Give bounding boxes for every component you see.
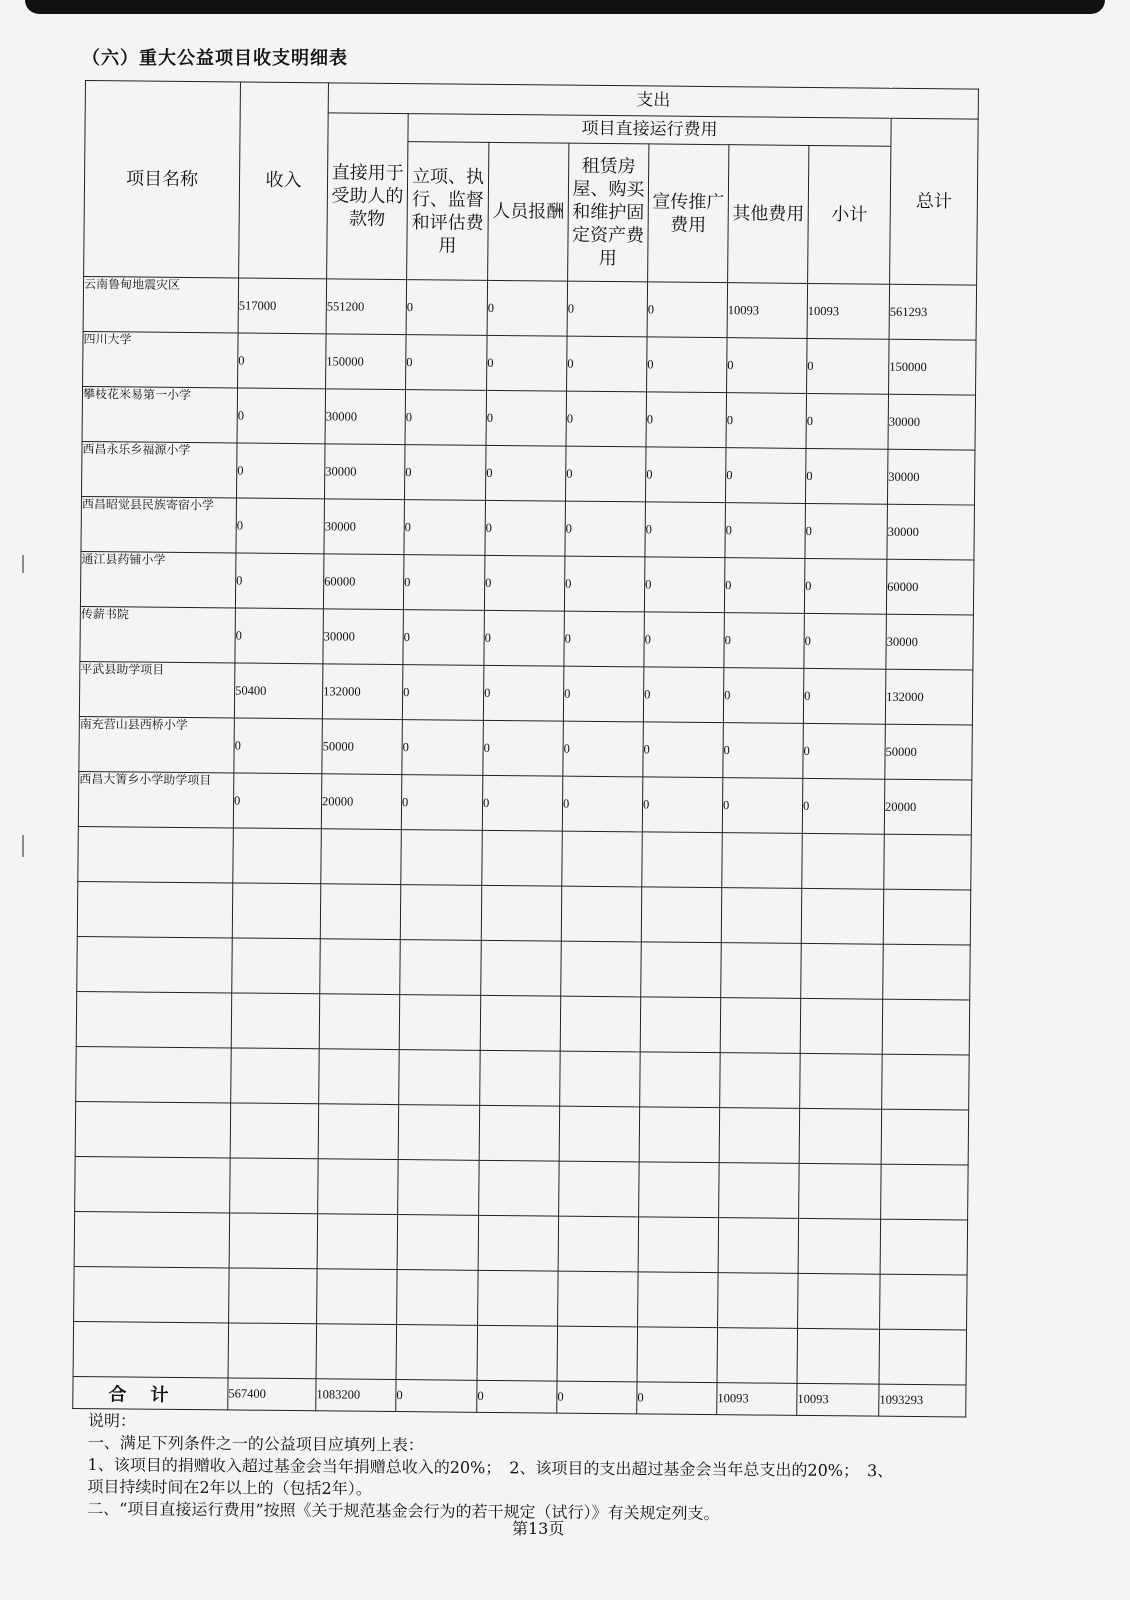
direct-aid-cell: 132000 bbox=[322, 664, 403, 720]
empty-cell bbox=[883, 944, 971, 1000]
direct-aid-cell: 30000 bbox=[324, 444, 405, 500]
header-project-name: 项目名称 bbox=[84, 81, 241, 278]
promo-cell: 0 bbox=[645, 447, 726, 503]
project-name-cell: 西昌昭觉县民族寄宿小学 bbox=[81, 496, 237, 552]
page-title: （六）重大公益项目收支明细表 bbox=[82, 48, 348, 69]
other-cell: 0 bbox=[723, 723, 804, 779]
income-cell: 0 bbox=[237, 388, 326, 444]
total-cell: 30000 bbox=[888, 394, 976, 450]
header-rent-assets: 租赁房屋、购买和维护固定资产费用 bbox=[568, 143, 649, 282]
table-body bbox=[73, 276, 977, 1417]
rent-cell: 0 bbox=[565, 446, 646, 502]
staff-cell: 0 bbox=[487, 335, 568, 391]
empty-cell bbox=[562, 831, 643, 887]
promo-cell: 0 bbox=[645, 502, 726, 558]
project-name-cell: 西昌永乐乡福源小学 bbox=[82, 441, 238, 497]
total-total-cell: 1093293 bbox=[879, 1384, 966, 1417]
promo-cell: 0 bbox=[647, 337, 728, 393]
empty-cell bbox=[399, 995, 481, 1051]
empty-cell bbox=[229, 1213, 318, 1269]
empty-cell bbox=[882, 1054, 970, 1110]
project-name-cell: 通江县药铺小学 bbox=[80, 551, 236, 607]
subtotal-cell: 0 bbox=[803, 723, 886, 779]
empty-cell bbox=[798, 1273, 881, 1329]
empty-cell bbox=[477, 1325, 558, 1381]
direct-aid-cell: 150000 bbox=[326, 334, 407, 390]
other-cell: 0 bbox=[725, 448, 806, 504]
project-name-cell: 云南鲁甸地震灾区 bbox=[83, 276, 239, 332]
empty-cell bbox=[478, 1215, 559, 1271]
empty-cell bbox=[319, 1049, 400, 1105]
note-line: 项目持续时间在2年以上的（包括2年）。 bbox=[87, 1476, 372, 1499]
direct-aid-cell: 551200 bbox=[326, 279, 407, 335]
promo-cell: 0 bbox=[644, 612, 725, 668]
empty-cell bbox=[397, 1215, 479, 1271]
direct-aid-cell: 60000 bbox=[323, 554, 404, 610]
empty-cell bbox=[638, 1272, 719, 1328]
table-row bbox=[82, 441, 975, 505]
empty-cell bbox=[800, 998, 883, 1054]
table-row bbox=[83, 276, 976, 340]
empty-cell bbox=[559, 1161, 640, 1217]
rent-cell: 0 bbox=[567, 281, 648, 337]
total-cell: 20000 bbox=[884, 779, 972, 835]
empty-cell bbox=[480, 995, 561, 1051]
other-cell: 0 bbox=[722, 778, 803, 834]
empty-cell bbox=[73, 1321, 229, 1377]
other-cell: 0 bbox=[725, 503, 806, 559]
empty-cell bbox=[398, 1160, 480, 1216]
empty-cell bbox=[720, 1053, 801, 1109]
note-line: 说明： bbox=[87, 1411, 137, 1431]
rent-cell: 0 bbox=[562, 776, 643, 832]
header-subtotal: 小计 bbox=[808, 145, 891, 284]
empty-cell bbox=[233, 828, 322, 884]
empty-cell bbox=[317, 1214, 398, 1270]
empty-cell bbox=[399, 1050, 481, 1106]
empty-cell bbox=[401, 830, 483, 886]
empty-cell bbox=[74, 1266, 230, 1322]
income-cell: 0 bbox=[233, 773, 322, 829]
approval-cell: 0 bbox=[406, 335, 488, 391]
table-row bbox=[80, 551, 973, 615]
empty-cell bbox=[74, 1211, 230, 1267]
empty-cell bbox=[77, 936, 233, 992]
income-cell: 0 bbox=[235, 608, 324, 664]
empty-cell bbox=[879, 1329, 967, 1385]
total-cell: 30000 bbox=[886, 614, 974, 670]
other-cell: 10093 bbox=[727, 283, 808, 339]
total-cell: 561293 bbox=[889, 284, 977, 340]
staff-cell: 0 bbox=[484, 555, 565, 611]
subtotal-cell: 0 bbox=[803, 668, 886, 724]
empty-cell bbox=[76, 1046, 232, 1102]
empty-cell bbox=[397, 1270, 479, 1326]
table-row bbox=[83, 331, 976, 395]
total-cell: 60000 bbox=[886, 559, 974, 615]
empty-cell bbox=[479, 1160, 560, 1216]
income-cell: 0 bbox=[236, 498, 325, 554]
empty-cell bbox=[641, 887, 722, 943]
staff-cell: 0 bbox=[486, 390, 567, 446]
empty-row bbox=[77, 936, 970, 1000]
table-row bbox=[79, 716, 972, 780]
empty-cell bbox=[557, 1326, 638, 1382]
header-income: 收入 bbox=[239, 82, 329, 279]
project-name-cell: 四川大学 bbox=[83, 331, 239, 387]
header-direct-operating: 项目直接运行费用 bbox=[408, 114, 891, 147]
other-cell: 0 bbox=[727, 338, 808, 394]
empty-cell bbox=[719, 1163, 800, 1219]
note-line: 二、“项目直接运行费用”按照《关于规范基金会行为的若干规定（试行）》有关规定列支。 bbox=[87, 1498, 720, 1523]
subtotal-cell: 10093 bbox=[807, 283, 890, 339]
project-name-cell: 传薪书院 bbox=[80, 606, 236, 662]
margin-mark bbox=[22, 835, 24, 857]
total-rent-cell: 0 bbox=[557, 1381, 637, 1414]
staff-cell: 0 bbox=[485, 500, 566, 556]
approval-cell: 0 bbox=[404, 500, 486, 556]
empty-cell bbox=[799, 1108, 882, 1164]
approval-cell: 0 bbox=[402, 665, 484, 721]
empty-cell bbox=[558, 1271, 639, 1327]
promo-cell: 0 bbox=[643, 667, 724, 723]
empty-cell bbox=[880, 1219, 968, 1275]
empty-cell bbox=[561, 941, 642, 997]
empty-cell bbox=[722, 833, 803, 889]
empty-cell bbox=[880, 1274, 968, 1330]
approval-cell: 0 bbox=[403, 555, 485, 611]
empty-cell bbox=[479, 1105, 560, 1161]
rent-cell: 0 bbox=[564, 556, 645, 612]
empty-cell bbox=[639, 1162, 720, 1218]
empty-cell bbox=[231, 1048, 320, 1104]
empty-row bbox=[76, 991, 969, 1055]
note-line: 一、满足下列条件之一的公益项目应填列上表： bbox=[87, 1432, 424, 1455]
total-cell: 150000 bbox=[889, 339, 977, 395]
staff-cell: 0 bbox=[484, 610, 565, 666]
total-income-cell: 567400 bbox=[228, 1378, 316, 1411]
subtotal-cell: 0 bbox=[806, 393, 889, 449]
subtotal-cell: 0 bbox=[804, 558, 887, 614]
subtotal-cell: 0 bbox=[804, 613, 887, 669]
income-cell: 50400 bbox=[234, 663, 323, 719]
empty-cell bbox=[800, 1053, 883, 1109]
empty-cell bbox=[480, 1050, 561, 1106]
other-cell: 0 bbox=[724, 558, 805, 614]
total-staff-cell: 0 bbox=[477, 1380, 557, 1413]
approval-cell: 0 bbox=[401, 775, 483, 831]
empty-cell bbox=[718, 1273, 799, 1329]
empty-cell bbox=[637, 1327, 718, 1383]
rent-cell: 0 bbox=[567, 336, 648, 392]
approval-cell: 0 bbox=[402, 720, 484, 776]
empty-cell bbox=[229, 1268, 318, 1324]
promo-cell: 0 bbox=[643, 722, 724, 778]
promo-cell: 0 bbox=[642, 777, 723, 833]
other-cell: 0 bbox=[723, 668, 804, 724]
approval-cell: 0 bbox=[406, 280, 488, 336]
empty-cell bbox=[231, 993, 320, 1049]
header-approval-exec: 立项、执行、监督和评估费用 bbox=[407, 142, 489, 281]
rent-cell: 0 bbox=[564, 611, 645, 667]
total-subtotal-cell: 10093 bbox=[797, 1383, 879, 1416]
empty-cell bbox=[321, 829, 402, 885]
empty-cell bbox=[721, 888, 802, 944]
empty-cell bbox=[721, 943, 802, 999]
project-name-cell: 南充营山县西桥小学 bbox=[79, 716, 235, 772]
staff-cell: 0 bbox=[483, 720, 564, 776]
empty-cell bbox=[318, 1159, 399, 1215]
empty-cell bbox=[481, 885, 562, 941]
empty-cell bbox=[798, 1218, 881, 1274]
table-row bbox=[81, 496, 974, 560]
approval-cell: 0 bbox=[405, 390, 487, 446]
empty-cell bbox=[75, 1101, 231, 1157]
header-total: 总计 bbox=[890, 118, 979, 285]
empty-cell bbox=[560, 996, 641, 1052]
table-row bbox=[80, 606, 973, 670]
empty-row bbox=[75, 1156, 968, 1220]
empty-cell bbox=[75, 1156, 231, 1212]
total-cell: 30000 bbox=[887, 504, 975, 560]
empty-cell bbox=[881, 1164, 969, 1220]
empty-cell bbox=[882, 999, 970, 1055]
empty-cell bbox=[320, 884, 401, 940]
approval-cell: 0 bbox=[403, 610, 485, 666]
empty-cell bbox=[77, 881, 233, 937]
empty-cell bbox=[232, 938, 321, 994]
empty-cell bbox=[230, 1158, 319, 1214]
total-cell: 50000 bbox=[885, 724, 973, 780]
direct-aid-cell: 50000 bbox=[322, 719, 403, 775]
empty-cell bbox=[230, 1103, 319, 1159]
staff-cell: 0 bbox=[482, 775, 563, 831]
total-label: 合计 bbox=[73, 1376, 228, 1409]
table-row bbox=[78, 771, 971, 835]
empty-cell bbox=[481, 940, 562, 996]
note-line: 1、该项目的捐赠收入超过基金会当年捐赠总收入的20%； 2、该项目的支出超过基金会当年总支出的20%； 3、 bbox=[87, 1454, 894, 1481]
project-income-expense-table bbox=[72, 80, 979, 1418]
empty-row bbox=[73, 1321, 966, 1385]
empty-cell bbox=[232, 883, 321, 939]
empty-row bbox=[78, 826, 971, 890]
direct-aid-cell: 30000 bbox=[325, 389, 406, 445]
empty-cell bbox=[881, 1109, 969, 1165]
income-cell: 517000 bbox=[238, 278, 327, 334]
empty-cell bbox=[797, 1328, 880, 1384]
empty-cell bbox=[640, 997, 721, 1053]
header-other: 其他费用 bbox=[728, 145, 809, 284]
empty-cell bbox=[799, 1163, 882, 1219]
margin-mark bbox=[22, 555, 24, 573]
empty-cell bbox=[801, 888, 884, 944]
empty-cell bbox=[76, 991, 232, 1047]
subtotal-cell: 0 bbox=[805, 503, 888, 559]
page-number: 第13页 bbox=[512, 1519, 565, 1538]
subtotal-cell: 0 bbox=[802, 778, 885, 834]
notes bbox=[87, 1410, 1008, 1527]
empty-cell bbox=[719, 1108, 800, 1164]
scan-top-edge bbox=[25, 0, 1105, 14]
total-promo-cell: 0 bbox=[637, 1382, 717, 1415]
empty-cell bbox=[78, 826, 234, 882]
empty-cell bbox=[720, 998, 801, 1054]
table-row bbox=[79, 661, 972, 725]
rent-cell: 0 bbox=[565, 501, 646, 557]
project-name-cell: 西昌大箐乡小学助学项目 bbox=[78, 771, 234, 827]
empty-row bbox=[76, 1046, 969, 1110]
promo-cell: 0 bbox=[646, 392, 727, 448]
income-cell: 0 bbox=[238, 333, 327, 389]
promo-cell: 0 bbox=[644, 557, 725, 613]
staff-cell: 0 bbox=[485, 445, 566, 501]
empty-cell bbox=[558, 1216, 639, 1272]
income-cell: 0 bbox=[236, 443, 325, 499]
total-approval-cell: 0 bbox=[396, 1380, 477, 1413]
empty-cell bbox=[718, 1218, 799, 1274]
header-promotion: 宣传推广费用 bbox=[648, 144, 729, 283]
empty-cell bbox=[639, 1107, 720, 1163]
subtotal-cell: 0 bbox=[805, 448, 888, 504]
header-expenditure: 支出 bbox=[328, 83, 978, 119]
empty-cell bbox=[883, 889, 971, 945]
staff-cell: 0 bbox=[483, 665, 564, 721]
empty-row bbox=[77, 881, 970, 945]
header-direct-aid: 直接用于受助人的款物 bbox=[327, 113, 409, 280]
promo-cell: 0 bbox=[647, 282, 728, 338]
other-cell: 0 bbox=[724, 613, 805, 669]
empty-row bbox=[74, 1266, 967, 1330]
total-cell: 30000 bbox=[887, 449, 975, 505]
empty-cell bbox=[396, 1325, 478, 1381]
empty-cell bbox=[638, 1217, 719, 1273]
empty-cell bbox=[717, 1328, 798, 1384]
empty-cell bbox=[317, 1269, 398, 1325]
direct-aid-cell: 30000 bbox=[324, 499, 405, 555]
approval-cell: 0 bbox=[404, 445, 486, 501]
total-cell: 132000 bbox=[885, 669, 973, 725]
empty-cell bbox=[801, 943, 884, 999]
empty-cell bbox=[316, 1324, 397, 1380]
header-staff-pay: 人员报酬 bbox=[488, 142, 569, 281]
other-cell: 0 bbox=[726, 393, 807, 449]
empty-cell bbox=[318, 1104, 399, 1160]
empty-cell bbox=[641, 942, 722, 998]
empty-cell bbox=[482, 830, 563, 886]
empty-cell bbox=[640, 1052, 721, 1108]
empty-cell bbox=[400, 940, 482, 996]
income-cell: 0 bbox=[234, 718, 323, 774]
rent-cell: 0 bbox=[566, 391, 647, 447]
direct-aid-cell: 30000 bbox=[323, 609, 404, 665]
empty-cell bbox=[561, 886, 642, 942]
direct-aid-cell: 20000 bbox=[321, 774, 402, 830]
empty-cell bbox=[884, 834, 972, 890]
empty-cell bbox=[228, 1323, 317, 1379]
income-cell: 0 bbox=[235, 553, 324, 609]
empty-cell bbox=[320, 939, 401, 995]
project-name-cell: 平武县助学项目 bbox=[79, 661, 235, 717]
empty-cell bbox=[642, 832, 723, 888]
empty-row bbox=[75, 1101, 968, 1165]
empty-cell bbox=[802, 833, 885, 889]
project-name-cell: 攀枝花米易第一小学 bbox=[82, 386, 238, 442]
empty-cell bbox=[319, 994, 400, 1050]
total-other-cell: 10093 bbox=[717, 1383, 797, 1416]
rent-cell: 0 bbox=[563, 721, 644, 777]
total-direct-aid-cell: 1083200 bbox=[316, 1379, 396, 1412]
empty-cell bbox=[559, 1106, 640, 1162]
table-row bbox=[82, 386, 975, 450]
rent-cell: 0 bbox=[563, 666, 644, 722]
empty-row bbox=[74, 1211, 967, 1275]
empty-cell bbox=[400, 885, 482, 941]
subtotal-cell: 0 bbox=[807, 338, 890, 394]
empty-cell bbox=[478, 1270, 559, 1326]
staff-cell: 0 bbox=[487, 280, 568, 336]
empty-cell bbox=[398, 1105, 480, 1161]
empty-cell bbox=[560, 1051, 641, 1107]
